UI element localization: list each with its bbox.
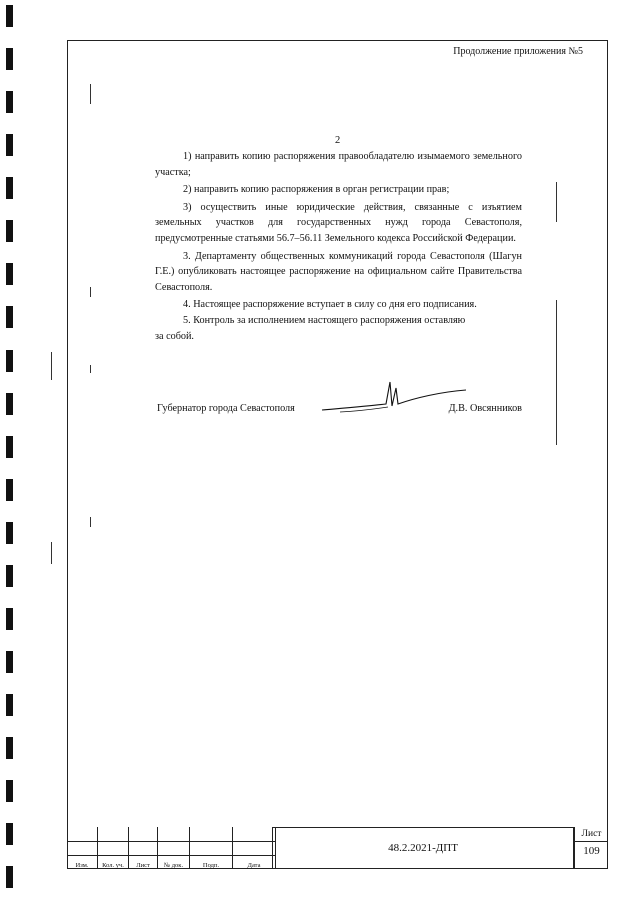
col-signature: Подп.: [190, 855, 233, 869]
paragraph: 3. Департаменту общественных коммуникаций города Севастополя (Шагун Г.Е.) опубликовать настоящее распоряжение на официальном сайте Правительства Севастополя.: [155, 250, 522, 293]
header-note: Продолжение приложения №5: [453, 46, 583, 57]
binding-mark: [6, 220, 13, 242]
binding-mark: [6, 479, 13, 501]
binding-mark: [6, 91, 13, 113]
binding-mark: [6, 651, 13, 673]
document-body: [155, 149, 522, 344]
binding-mark: [6, 393, 13, 415]
binding-mark: [6, 177, 13, 199]
signatory-name: Д.В. Овсянников: [448, 403, 522, 414]
binding-mark: [6, 565, 13, 587]
col-doc-num: № док.: [158, 855, 190, 869]
sheet-number: 109: [583, 845, 600, 857]
paragraph: 2) направить копию распоряжения в орган регистрации прав;: [183, 184, 450, 196]
scan-speck: [51, 542, 52, 564]
paragraph: 5. Контроль за исполнением настоящего распоряжения оставляю: [183, 314, 466, 326]
paragraph: 4. Настоящее распоряжение вступает в силу со дня его подписания.: [183, 299, 477, 311]
binding-mark: [6, 263, 13, 285]
binding-mark: [6, 48, 13, 70]
binding-mark: [6, 436, 13, 458]
binding-mark: [6, 350, 13, 372]
paragraph: 1) направить копию распоряжения правообладателю изымаемого земельного участка;: [155, 151, 522, 178]
paragraph: за собой.: [155, 330, 194, 342]
col-izm: Изм.: [67, 855, 98, 869]
paragraph: 3) осуществить иные юридические действия, связанные с изъятием земельных участков для государственных нужд города Севастополя, предусмотренные статьями 56.7–56.11 Земельного кодекса Российской Федерации.: [155, 201, 522, 244]
binding-mark: [6, 306, 13, 328]
col-kol-uch: Кол. уч.: [98, 855, 129, 869]
title-block: [67, 827, 608, 869]
binding-mark: [6, 134, 13, 156]
binding-mark: [6, 866, 13, 888]
sheet-box: [574, 827, 608, 869]
binding-mark: [6, 5, 13, 27]
handwritten-signature: [320, 378, 470, 418]
binding-mark: [6, 823, 13, 845]
scan-speck: [51, 352, 52, 380]
binding-mark: [6, 608, 13, 630]
col-date: Дата: [233, 855, 276, 869]
col-list: Лист: [129, 855, 158, 869]
page-number: 2: [335, 135, 341, 146]
binding-mark: [6, 694, 13, 716]
binding-mark: [6, 737, 13, 759]
sheet-label: Лист: [575, 827, 608, 842]
signatory-title: Губернатор города Севастополя: [157, 403, 295, 414]
document-code: 48.2.2021-ДПТ: [272, 827, 574, 869]
binding-mark: [6, 522, 13, 544]
binding-mark: [6, 780, 13, 802]
revision-table: [67, 827, 276, 869]
